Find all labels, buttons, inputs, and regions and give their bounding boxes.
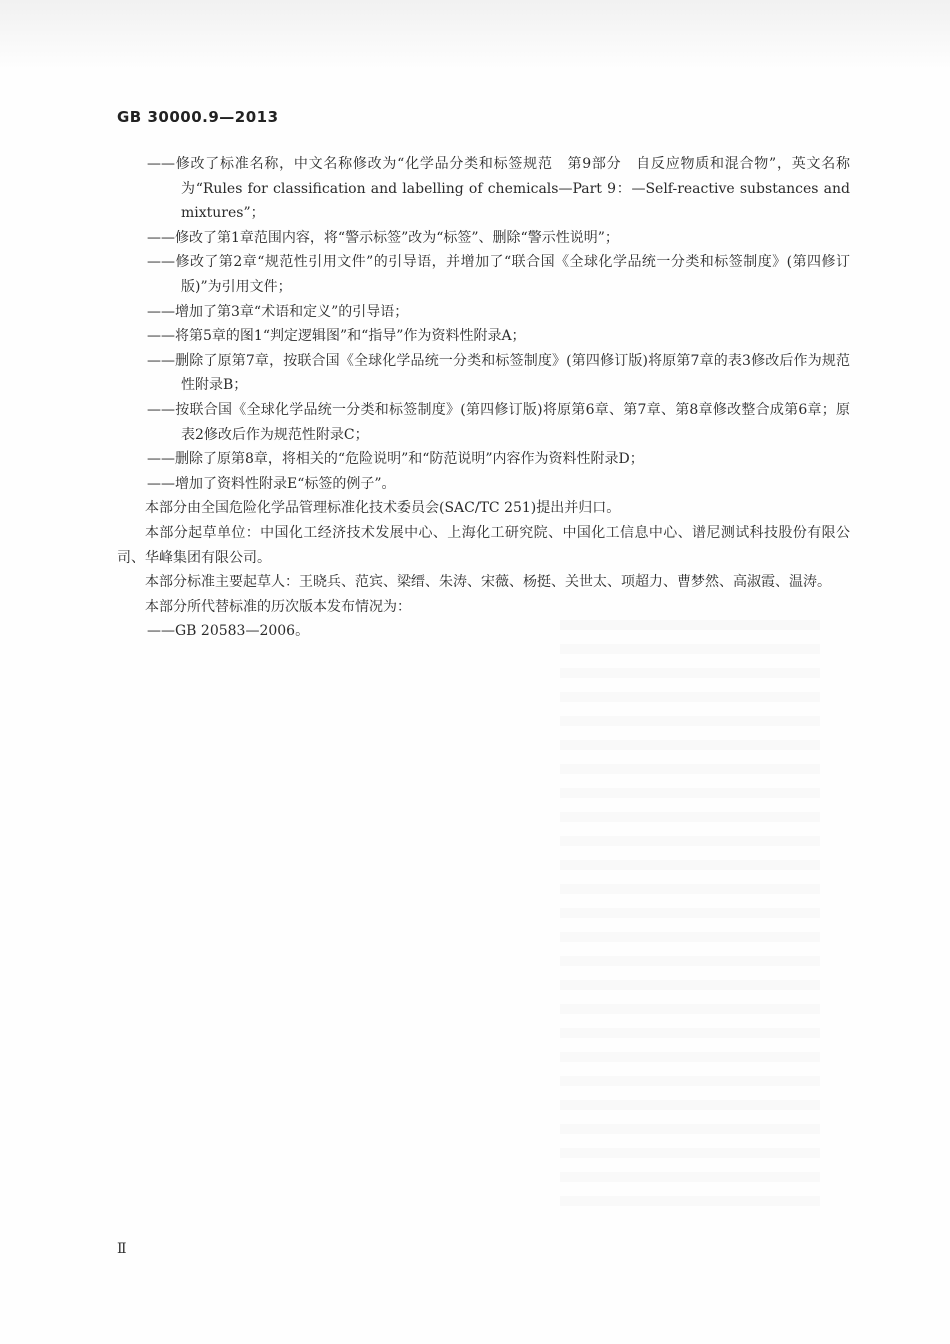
history-item-1: ——GB 20583—2006。 [147, 623, 310, 640]
bleed-through-ghost [560, 620, 820, 1220]
change-item-4: ——增加了第3章“术语和定义”的引导语； [147, 303, 409, 320]
history-intro-paragraph: 本部分所代替标准的历次版本发布情况为： [145, 598, 411, 615]
change-item-2: ——修改了第1章范围内容，将“警示标签”改为“标签”、删除“警示性说明”； [147, 229, 619, 246]
foreword-content [117, 152, 850, 644]
change-item-7: ——按联合国《全球化学品统一分类和标签制度》(第四修订版)将原第6章、第7章、第8章修改整合成第6章；原表2修改后作为规范性附录C； [147, 401, 850, 443]
change-item-8: ——删除了原第8章，将相关的“危险说明”和“防范说明”内容作为资料性附录D； [147, 451, 644, 468]
scan-shadow [0, 0, 950, 70]
change-item-6: ——删除了原第7章，按联合国《全球化学品统一分类和标签制度》(第四修订版)将原第7章的表3修改后作为规范性附录B； [147, 352, 850, 394]
drafting-units-paragraph: 本部分起草单位：中国化工经济技术发展中心、上海化工研究院、中国化工信息中心、谱尼测试科技股份有限公司、华峰集团有限公司。 [117, 524, 850, 566]
change-item-9: ——增加了资料性附录E“标签的例子”。 [147, 475, 396, 492]
drafters-paragraph: 本部分标准主要起草人：王晓兵、范宾、梁缙、朱涛、宋薇、杨挺、关世太、项超力、曹梦然、高淑霞、温涛。 [145, 574, 831, 591]
change-item-3: ——修改了第2章“规范性引用文件”的引导语，并增加了“联合国《全球化学品统一分类和标签制度》(第四修订版)”为引用文件； [147, 254, 850, 295]
page-number: Ⅱ [117, 1241, 127, 1257]
change-item-1: ——修改了标准名称，中文名称修改为“化学品分类和标签规范 第9部分 自反应物质和混合物”，英文名称为“Rules for classification and labelling of chemicals—Part 9：—Self-reactive substances and mixtures”； [147, 156, 850, 222]
proposer-paragraph: 本部分由全国危险化学品管理标准化技术委员会(SAC/TC 251)提出并归口。 [145, 500, 621, 517]
change-item-5: ——将第5章的图1“判定逻辑图”和“指导”作为资料性附录A； [147, 328, 526, 345]
standard-code-header: GB 30000.9—2013 [117, 108, 279, 126]
